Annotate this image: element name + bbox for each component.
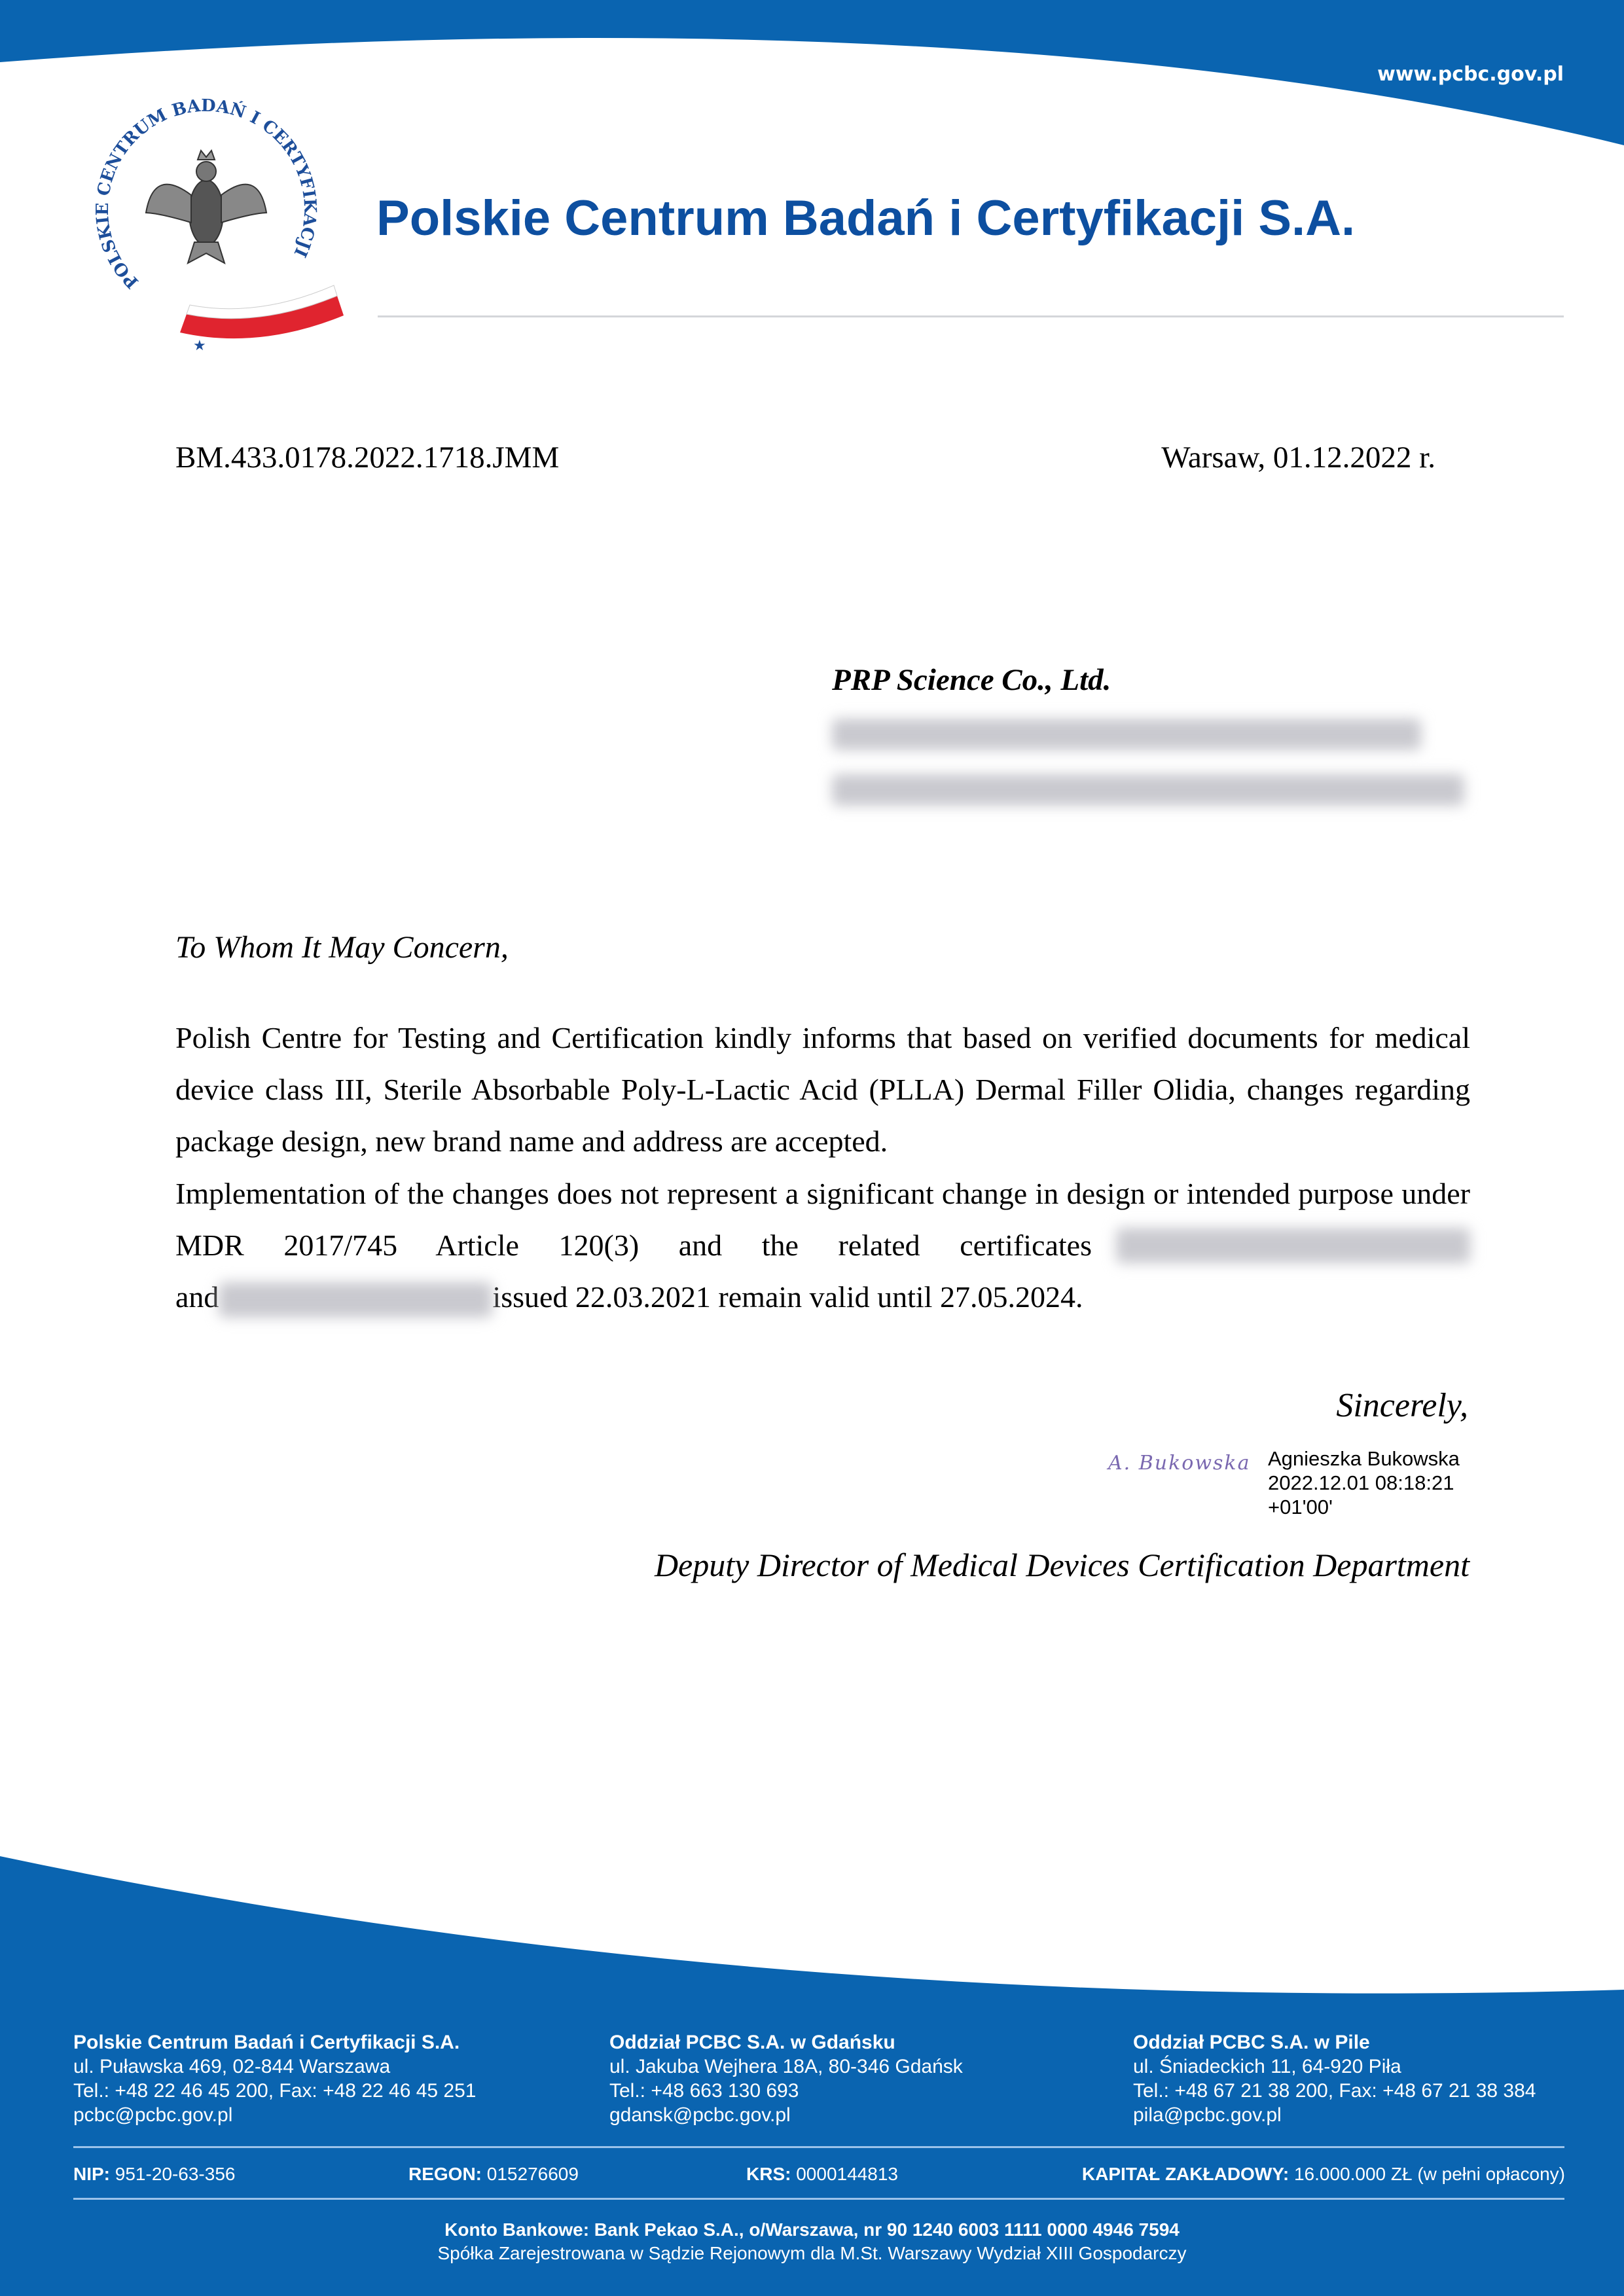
footer-office-hq	[73, 2030, 476, 2127]
handwritten-signature: A. Bukowska	[1108, 1452, 1251, 1475]
company-registry: Spółka Zarejestrowana w Sądzie Rejonowym dla M.St. Warszawy Wydział XIII Gospodarczy	[437, 2243, 1187, 2263]
regon: REGON: 015276609	[408, 2164, 579, 2184]
signed-datetime: 2022.12.01 08:18:21	[1268, 1471, 1454, 1494]
office-phone: Tel.: +48 663 130 693	[609, 2080, 799, 2102]
office-address: ul. Śniadeckich 11, 64-920 Piła	[1133, 2056, 1401, 2077]
redacted-address-line	[832, 719, 1421, 750]
krs: KRS: 0000144813	[746, 2164, 898, 2184]
office-name: Oddział PCBC S.A. w Pile	[1133, 2032, 1370, 2053]
body-line: Polish Centre for Testing and Certification kindly informs that based on verified documents for medical	[175, 1021, 1470, 1054]
digital-signature-block	[1268, 1446, 1460, 1519]
reference-number: BM.433.0178.2022.1718.JMM	[175, 440, 560, 475]
body-text: and	[175, 1280, 219, 1314]
signer-name: Agnieszka Bukowska	[1268, 1447, 1460, 1470]
svg-text:★: ★	[193, 337, 206, 353]
closing: Sincerely,	[1336, 1387, 1468, 1424]
signer-title: Deputy Director of Medical Devices Certification Department	[654, 1547, 1470, 1583]
greeting: To Whom It May Concern,	[175, 930, 509, 965]
body-line: package design, new brand name and address are accepted.	[175, 1124, 888, 1158]
body-line	[175, 1279, 1470, 1318]
footer-office-gdansk	[609, 2030, 963, 2127]
body-line: Implementation of the changes does not represent a significant change in design or intended purpose under	[175, 1177, 1470, 1210]
recipient-name: PRP Science Co., Ltd.	[832, 663, 1111, 697]
bank-account: Konto Bankowe: Bank Pekao S.A., o/Warszawa, nr 90 1240 6003 1111 0000 4946 7594	[444, 2219, 1180, 2240]
body-line: device class III, Sterile Absorbable Poly-L-Lactic Acid (PLLA) Dermal Filler Olidia, changes regarding	[175, 1073, 1470, 1106]
svg-text:POLSKIE CENTRUM BADAŃ I CERTYF: POLSKIE CENTRUM BADAŃ I CERTYFIKACJI	[92, 96, 320, 293]
office-email[interactable]: pila@pcbc.gov.pl	[1133, 2104, 1282, 2126]
eagle-icon	[146, 151, 266, 263]
website-url[interactable]: www.pcbc.gov.pl	[1377, 63, 1564, 86]
footer-divider	[73, 2146, 1564, 2148]
office-phone: Tel.: +48 67 21 38 200, Fax: +48 67 21 38 384	[1133, 2080, 1536, 2102]
pcbc-logo	[75, 85, 350, 360]
footer-office-pila	[1133, 2030, 1536, 2127]
redacted-certificate-number	[1116, 1228, 1470, 1263]
signed-timezone: +01'00'	[1268, 1496, 1333, 1518]
redacted-certificate-number	[219, 1282, 492, 1318]
body-line: MDR 2017/745 Article 120(3) and the related certificates	[175, 1229, 1092, 1262]
office-name: Oddział PCBC S.A. w Gdańsku	[609, 2032, 895, 2053]
header-divider	[378, 315, 1564, 317]
footer-divider	[73, 2198, 1564, 2200]
nip: NIP: 951-20-63-356	[73, 2164, 236, 2184]
office-address: ul. Puławska 469, 02-844 Warszawa	[73, 2056, 391, 2077]
office-phone: Tel.: +48 22 46 45 200, Fax: +48 22 46 45 251	[73, 2080, 477, 2102]
office-email[interactable]: pcbc@pcbc.gov.pl	[73, 2104, 233, 2126]
office-name: Polskie Centrum Badań i Certyfikacji S.A.	[73, 2032, 460, 2053]
body-text: issued 22.03.2021 remain valid until 27.05.2024.	[492, 1280, 1083, 1314]
place-date: Warsaw, 01.12.2022 r.	[1161, 440, 1435, 475]
office-address: ul. Jakuba Wejhera 18A, 80-346 Gdańsk	[609, 2056, 963, 2077]
redacted-address-line	[832, 774, 1464, 806]
office-email[interactable]: gdansk@pcbc.gov.pl	[609, 2104, 791, 2126]
share-capital: KAPITAŁ ZAKŁADOWY: 16.000.000 ZŁ (w pełni opłacony)	[1081, 2164, 1565, 2184]
organization-title: Polskie Centrum Badań i Certyfikacji S.A.	[376, 190, 1356, 246]
